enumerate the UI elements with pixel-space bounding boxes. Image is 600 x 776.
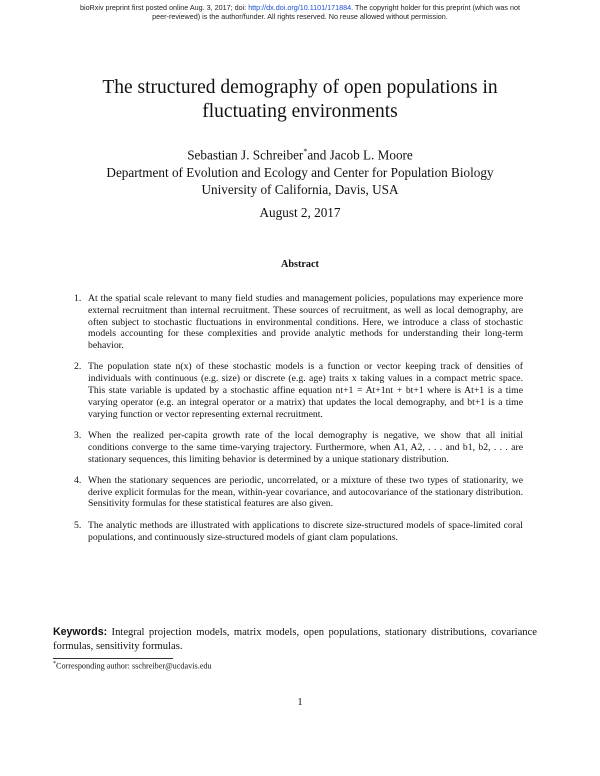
abstract-item: 2. The population state n(x) of these stochastic models is a function or vector keeping track of densities of individuals with continuous (e.g. size) or discrete (e.g. age) traits x taking values in a compact metric space. This state variable is updated by a stochastic affine equation nt+1 = At+1nt + bt+1 where is At+1 is a time varying operator (e.g. an integral operator or a matrix) that updates the local demography, and bt+1 is a time varying function or vector representing external recruitment. [74, 361, 523, 420]
keywords [53, 626, 537, 653]
abstract-item: 4. When the stationary sequences are periodic, uncorrelated, or a mixture of these two types of stationarity, we derive explicit formulas for the mean, within-year covariance, and autocovariance of the stationary distribution. Sensitivity formulas for these statistical features are also given. [74, 474, 523, 510]
paper-date: August 2, 2017 [259, 205, 341, 220]
preprint-banner [40, 3, 560, 21]
title-line-2: fluctuating environments [202, 101, 398, 122]
affiliation-line-1: Department of Evolution and Ecology and Center for Population Biology [106, 164, 494, 180]
abstract-list [74, 293, 523, 553]
keywords-label: Keywords: [53, 626, 108, 638]
abstract-item: 5. The analytic methods are illustrated with applications to discrete size-structured models of space-limited coral populations, and continuously size-structured models of giant clam populations. [74, 519, 523, 543]
paper-title [40, 76, 560, 124]
abstract-item: 3. When the realized per-capita growth rate of the local demography is negative, we show that all initial conditions converge to the same time-varying trajectory. Furthermore, when A1, A2, . . . and b1, b2, . . . are stationary sequences, this limiting behavior is determined by a unique stationary distribution. [74, 429, 523, 465]
affiliation-line-2: University of California, Davis, USA [201, 182, 399, 198]
footnote-rule [53, 658, 173, 659]
abstract-item: 1. At the spatial scale relevant to many field studies and management policies, populations may experience more external recruitment than internal recruitment. These sources of recruitment, as well as local demography, are often subject to stochastic fluctuations in environmental conditions. Here, we introduce a class of stochastic models accounting for these complexities and provide analytic methods for understanding their long-term behavior. [74, 293, 523, 352]
page-number: 1 [297, 697, 303, 708]
footnote: *Corresponding author: sschreiber@ucdavis.edu [53, 661, 212, 671]
author-block [40, 143, 560, 199]
doi-link[interactable]: http://dx.doi.org/10.1101/171884 [248, 3, 352, 12]
abstract-heading: Abstract [281, 259, 319, 270]
corresponding-marker: * [303, 147, 308, 156]
author-names: Sebastian J. Schreiber*and Jacob L. Moore [187, 147, 413, 163]
banner-line-1: bioRxiv preprint first posted online Aug. 3, 2017; doi: http://dx.doi.org/10.1101/171884. The copyright holder for this preprint (which was not [79, 3, 521, 12]
title-line-1: The structured demography of open populations in [102, 77, 498, 98]
banner-line-2: peer-reviewed) is the author/funder. All rights reserved. No reuse allowed without permission. [152, 12, 448, 21]
keywords-text: Integral projection models, matrix models, open populations, stationary distributions, covariance formulas, sensitivity formulas. [53, 627, 537, 652]
